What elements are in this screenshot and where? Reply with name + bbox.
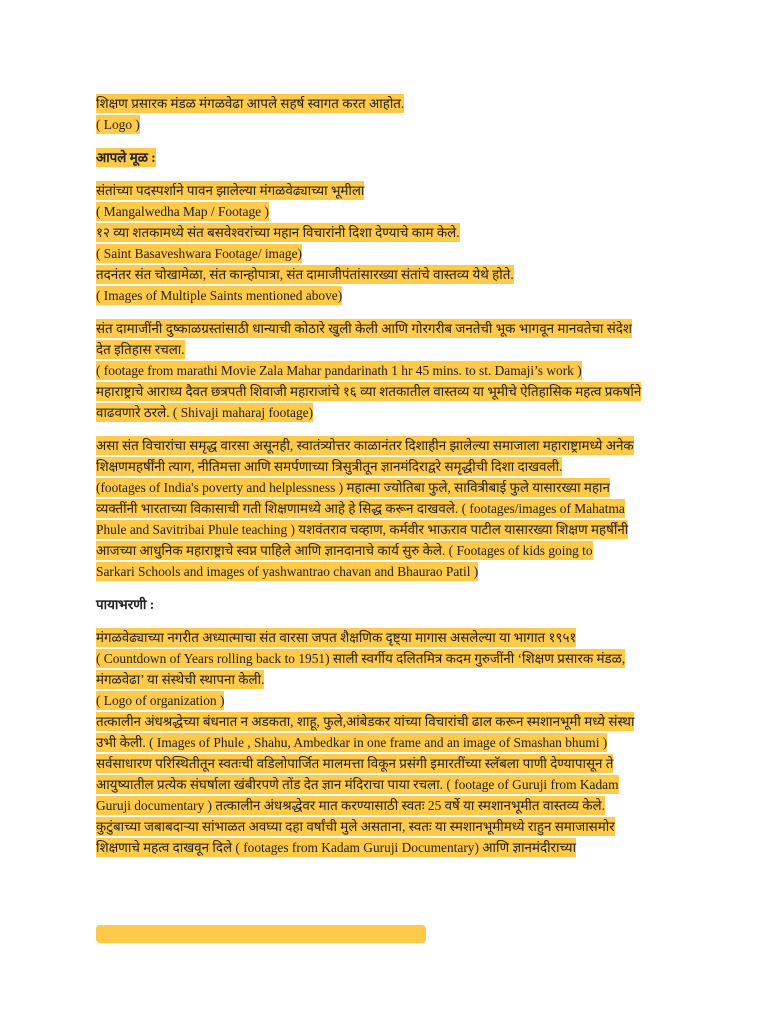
section-heading: [96, 594, 676, 615]
text-line: [96, 339, 676, 360]
line-text: ( footage from marathi Movie Zala Mahar pandarinath 1 hr 45 mins. to st. Damaji’s work ): [96, 363, 582, 378]
line-text: आजच्या आधुनिक महाराष्ट्राचे स्वप्न पाहिले आणि ज्ञानदानाचे कार्य सुरु केले. ( Footages of kids going to: [96, 543, 593, 558]
text-line: [96, 690, 676, 711]
line-text: तत्कालीन अंधश्रद्धेच्या बंधनात न अडकता, शाहू, फुले,आंबेडकर यांच्या विचारांची ढाल करून स्मशानभूमी मध्ये संस्था: [96, 714, 635, 729]
line-text: ( Countdown of Years rolling back to 1951) साली स्वर्गीय दलितमित्र कदम गुरुजींनी ‘शिक्षण प्रसारक मंडळ,: [96, 651, 626, 666]
text-line: [96, 360, 676, 381]
text-line: [96, 711, 676, 732]
line-text: सर्वसाधारण परिस्थितीतून स्वतःची वडिलोपार्जित मालमत्ता विकून प्रसंगी इमारतींच्या स्लॅबला पाणी देण्यापासून ते: [96, 756, 614, 771]
line-text: कुटुंबाच्या जबाबदाऱ्या सांभाळत अवघ्या दहा वर्षांची मुले असताना, स्वतः या स्मशानभूमीमध्ये राहुन समाजासमोर: [96, 819, 615, 834]
line-text: महाराष्ट्राचे आराध्य दैवत छत्रपती शिवाजी महाराजांचे १६ व्या शतकातील वास्तव्य या भूमीचे ऐतिहासिक महत्व प्रकर्षाने: [96, 384, 642, 399]
paragraph-gap: [96, 615, 676, 627]
text-line: [96, 795, 676, 816]
line-text: Guruji documentary ) तत्कालीन अंधश्रद्धेवर मात करण्यासाठी स्वतः 25 वर्षे या स्मशानभूमीत वास्तव्य केले.: [96, 798, 605, 813]
text-line: [96, 222, 676, 243]
line-text: ( Logo of organization ): [96, 693, 225, 708]
line-text: मंगळवेढ्याच्या नगरीत अध्यात्माचा संत वारसा जपत शैक्षणिक दृष्ट्या मागास असलेल्या या भागात १९५१: [96, 630, 577, 645]
text-line: [96, 774, 676, 795]
paragraph-gap: [96, 423, 676, 435]
paragraph-gap: [96, 582, 676, 594]
text-line: [96, 816, 676, 837]
line-text: आयुष्यातील प्रत्येक संघर्षाला खंबीरपणे तोंड देत ज्ञान मंदिराचा पाया रचला. ( footage of Guruji from Kadam: [96, 777, 619, 792]
text-line: [96, 627, 676, 648]
text-line: [96, 264, 676, 285]
line-text: उभी केली. ( Images of Phule , Shahu, Ambedkar in one frame and an image of Smashan bhumi ): [96, 735, 608, 750]
line-text: असा संत विचारांचा समृद्ध वारसा असूनही, स्वातंत्र्योत्तर काळानंतर दिशाहीन झालेल्या समाजाला महाराष्ट्रामध्ये अनेक: [96, 438, 634, 453]
text-line: [96, 648, 676, 669]
text-line: [96, 318, 676, 339]
text-line: [96, 435, 676, 456]
line-text: शिक्षण प्रसारक मंडळ मंगळवेढा आपले सहर्ष स्वागत करत आहोत.: [96, 96, 405, 111]
line-text: (footages of India's poverty and helplessness ) महात्मा ज्योतिबा फुले, सावित्रीबाई फुले यासारख्या महान: [96, 480, 610, 495]
text-line: [96, 837, 676, 858]
text-line: [96, 285, 676, 306]
line-text: Sarkari Schools and images of yashwantrao chavan and Bhaurao Patil ): [96, 564, 479, 579]
line-text: १२ व्या शतकामध्ये संत बसवेश्वरांच्या महान विचारांनी दिशा देण्याचे काम केले.: [96, 225, 460, 240]
line-text: ( Mangalwedha Map / Footage ): [96, 204, 269, 219]
paragraph-gap: [96, 135, 676, 147]
line-text: तदनंतर संत चोखामेळा, संत कान्होपात्रा, संत दामाजीपंतांसारख्या संतांचे वास्तव्य येथे होते.: [96, 267, 514, 282]
text-line: [96, 477, 676, 498]
line-text: शिक्षणाचे महत्व दाखवून दिले ( footages from Kadam Guruji Documentary) आणि ज्ञानमंदीराच्या: [96, 840, 577, 855]
line-text: शिक्षणमहर्षींनी त्याग, नीतिमत्ता आणि समर्पणाच्या त्रिसुत्रीतून ज्ञानमंदिराद्वरे समृद्धीची दिशा दाखवली.: [96, 459, 563, 474]
text-line: [96, 519, 676, 540]
line-text: संतांच्या पदस्पर्शाने पावन झालेल्या मंगळवेढ्याच्या भूमीला: [96, 183, 365, 198]
section-heading-text: आपले मूळ :: [96, 150, 156, 165]
text-line: [96, 540, 676, 561]
text-line: [96, 402, 676, 423]
text-line: [96, 753, 676, 774]
highlighted-blank-line: [96, 925, 426, 943]
line-text: मंगळवेढा’ या संस्थेची स्थापना केली.: [96, 672, 265, 687]
paragraph-gap: [96, 306, 676, 318]
section-heading-text: पायाभरणी :: [96, 597, 155, 612]
line-text: वाढवणारे ठरले. ( Shivaji maharaj footage): [96, 405, 314, 420]
document-body: [96, 93, 676, 858]
section-heading: [96, 147, 676, 168]
paragraph-gap: [96, 168, 676, 180]
text-line: [96, 93, 676, 114]
line-text: ( Saint Basaveshwara Footage/ image): [96, 246, 303, 261]
text-line: [96, 669, 676, 690]
text-line: [96, 381, 676, 402]
line-text: संत दामाजींनी दुष्काळग्रस्तांसाठी धान्याची कोठारे खुली केली आणि गोरगरीब जनतेची भूक भागवून मानवतेचा संदेश: [96, 321, 632, 336]
text-line: [96, 201, 676, 222]
line-text: ( Logo ): [96, 117, 140, 132]
text-line: [96, 180, 676, 201]
text-line: [96, 498, 676, 519]
line-text: ( Images of Multiple Saints mentioned above): [96, 288, 343, 303]
text-line: [96, 114, 676, 135]
text-line: [96, 456, 676, 477]
line-text: देत इतिहास रचला.: [96, 342, 185, 357]
line-text: Phule and Savitribai Phule teaching ) यशवंतराव चव्हाण, कर्मवीर भाऊराव पाटील यासारख्या शिक्षण महर्षींनी: [96, 522, 629, 537]
line-text: व्यक्तींनी भारताच्या विकासाची गती शिक्षणामध्ये आहे हे सिद्ध करून दाखवले. ( footages/images of Mahatma: [96, 501, 625, 516]
text-line: [96, 732, 676, 753]
text-line: [96, 561, 676, 582]
text-line: [96, 243, 676, 264]
